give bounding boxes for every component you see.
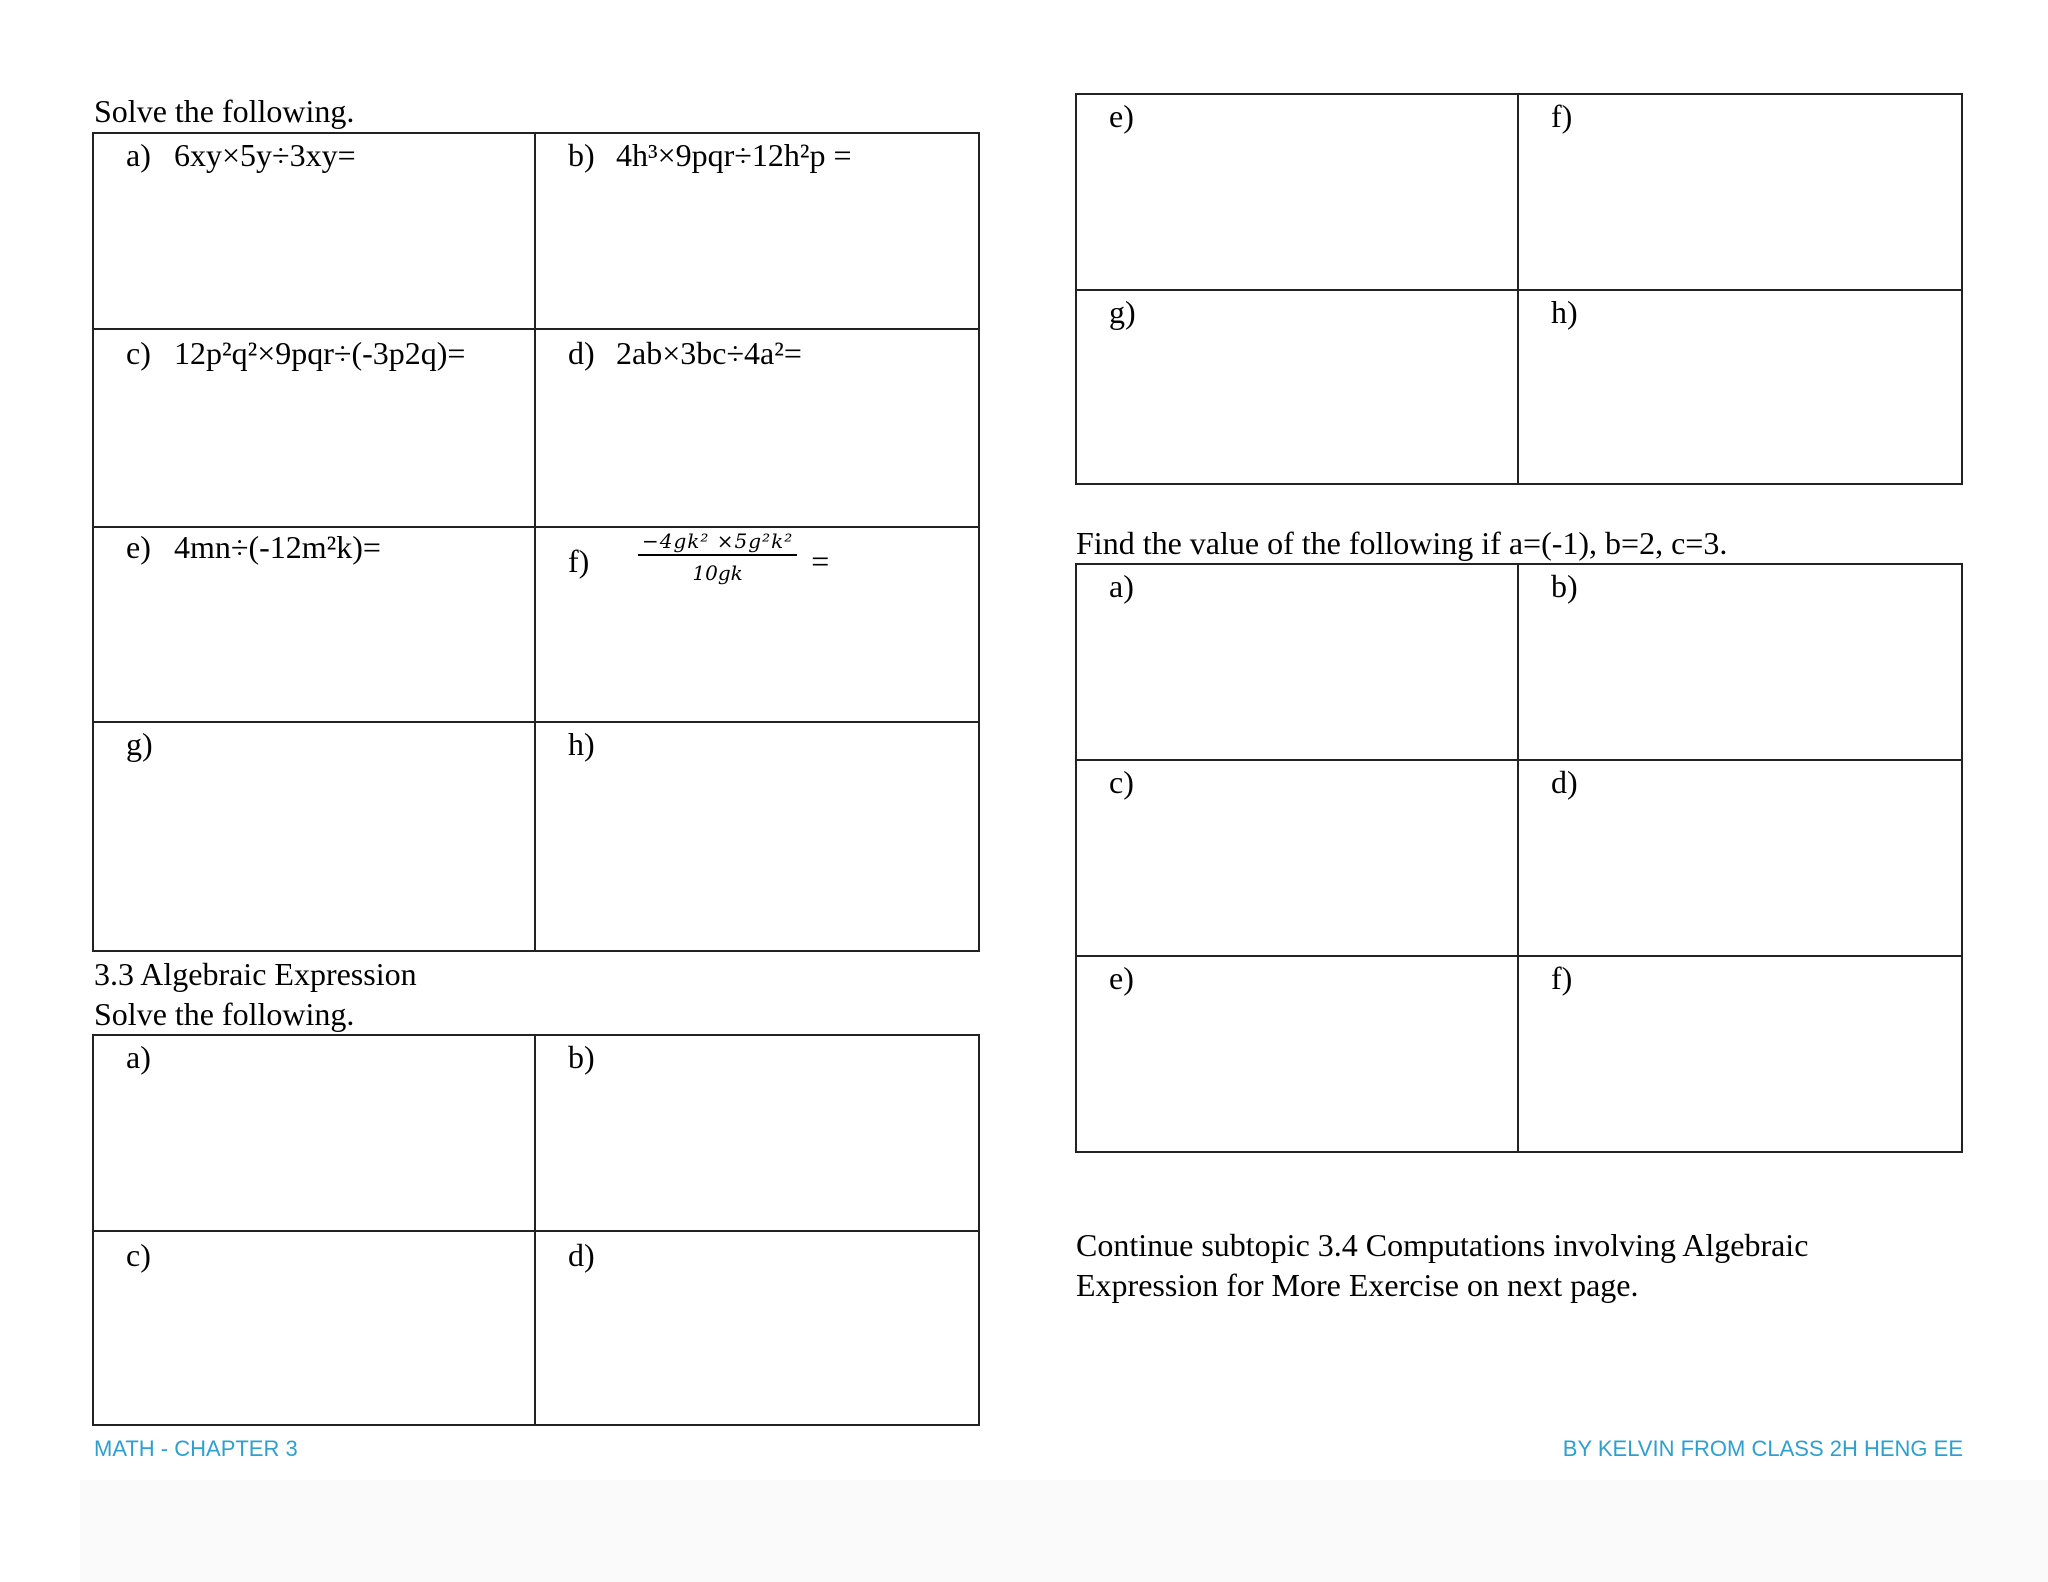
answer-cell-h <box>1519 291 1961 483</box>
item-label: f) <box>1551 98 1573 134</box>
equals-sign: = <box>811 543 830 579</box>
exercise-cell-c <box>94 330 536 528</box>
item-label: g) <box>1109 294 1136 330</box>
evaluate-cell-e <box>1077 957 1519 1151</box>
exercise-table-3 <box>1075 93 1963 485</box>
page-bottom-shade <box>80 1480 2048 1582</box>
item-label: d) <box>568 1237 595 1273</box>
answer-cell-c <box>94 1232 536 1424</box>
item-label: f) <box>568 543 590 579</box>
fraction-expression <box>638 528 797 586</box>
item-label: a) <box>126 1039 151 1075</box>
footer-right: BY KELVIN FROM CLASS 2H HENG EE <box>1562 1436 1963 1461</box>
expression-text: 4h³×9pqr÷12h²p = <box>616 137 852 173</box>
expression-text: 2ab×3bc÷4a²= <box>616 335 802 371</box>
exercise-table-1 <box>92 132 980 952</box>
evaluate-cell-f <box>1519 957 1961 1151</box>
answer-cell-e <box>1077 95 1519 291</box>
evaluate-cell-a <box>1077 565 1519 761</box>
continue-note-line-1: Continue subtopic 3.4 Computations involving Algebraic <box>1076 1227 1809 1263</box>
exercise-cell-e <box>94 528 536 723</box>
answer-cell-d <box>536 1232 978 1424</box>
continue-note-line-2: Expression for More Exercise on next page. <box>1076 1267 1639 1303</box>
exercise-table-2 <box>92 1034 980 1426</box>
item-label: c) <box>1109 764 1134 800</box>
solve-heading-1: Solve the following. <box>94 93 355 129</box>
answer-cell-f <box>1519 95 1961 291</box>
item-label: b) <box>568 1039 595 1075</box>
footer-left: MATH - CHAPTER 3 <box>94 1436 298 1461</box>
item-label: f) <box>1551 960 1573 996</box>
item-label: a) <box>126 137 151 173</box>
item-label: d) <box>1551 764 1578 800</box>
answer-cell-b <box>536 1036 978 1232</box>
item-label: h) <box>568 726 595 762</box>
evaluate-table <box>1075 563 1963 1153</box>
item-label: e) <box>1109 960 1134 996</box>
answer-cell-a <box>94 1036 536 1232</box>
item-label: a) <box>1109 568 1134 604</box>
exercise-cell-b <box>536 134 978 330</box>
item-label: e) <box>126 529 151 565</box>
item-label: g) <box>126 726 153 762</box>
fraction-denominator: 10gk <box>692 561 743 585</box>
expression-text: 6xy×5y÷3xy= <box>174 137 356 173</box>
item-label: b) <box>1551 568 1578 604</box>
exercise-cell-h <box>536 723 978 950</box>
exercise-cell-d <box>536 330 978 528</box>
solve-heading-2: Solve the following. <box>94 996 355 1032</box>
item-label: b) <box>568 137 595 173</box>
item-label: h) <box>1551 294 1578 330</box>
item-label: d) <box>568 335 595 371</box>
evaluate-cell-b <box>1519 565 1961 761</box>
item-label: c) <box>126 335 151 371</box>
section-title: 3.3 Algebraic Expression <box>94 956 417 992</box>
fraction-numerator: −4gk² ×5g²k² <box>638 528 797 556</box>
evaluate-cell-d <box>1519 761 1961 957</box>
item-label: e) <box>1109 98 1134 134</box>
item-label: c) <box>126 1237 151 1273</box>
evaluate-cell-c <box>1077 761 1519 957</box>
find-value-heading: Find the value of the following if a=(-1), b=2, c=3. <box>1076 525 1728 561</box>
answer-cell-g <box>1077 291 1519 483</box>
exercise-cell-g <box>94 723 536 950</box>
expression-text: 12p²q²×9pqr÷(-3p2q)= <box>174 335 466 371</box>
expression-text: 4mn÷(-12m²k)= <box>174 529 381 565</box>
exercise-cell-a <box>94 134 536 330</box>
exercise-cell-f <box>536 528 978 723</box>
